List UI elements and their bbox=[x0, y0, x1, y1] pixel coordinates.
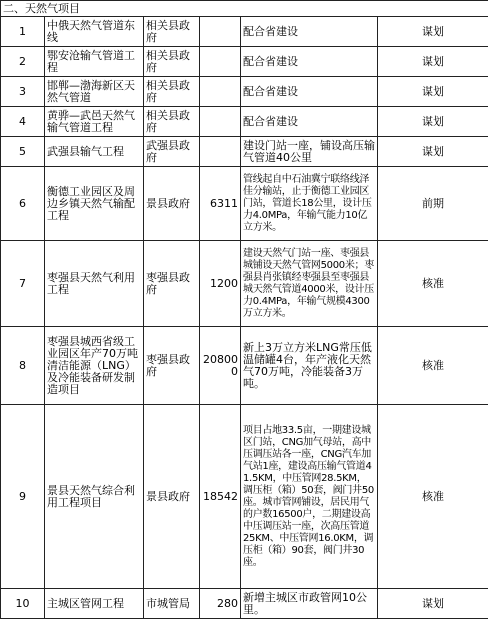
row-number: 6 bbox=[1, 167, 45, 241]
construction-content: 配合省建设 bbox=[241, 17, 378, 47]
project-name: 景县天然气综合利用工程项目 bbox=[45, 405, 144, 589]
responsible-unit: 相关县政府 bbox=[144, 17, 200, 47]
construction-content: 管线起自中石油冀宁联络线泽佳分输站，止于衡德工业园区门站，管道长18公里，设计压力4.0MPa，年输气能力10亿立方米。 bbox=[241, 167, 378, 241]
investment: 208000 bbox=[200, 327, 241, 405]
responsible-unit: 枣强县政府 bbox=[144, 327, 200, 405]
investment bbox=[200, 17, 241, 47]
project-name: 武强县输气工程 bbox=[45, 137, 144, 167]
table-row bbox=[1, 241, 488, 327]
investment bbox=[200, 137, 241, 167]
construction-content: 配合省建设 bbox=[241, 47, 378, 77]
construction-content: 配合省建设 bbox=[241, 107, 378, 137]
table-row bbox=[1, 107, 488, 137]
construction-content: 项目占地33.5亩，一期建设城区门站，CNG加气母站，高中压调压站各一座，CNG汽车加气站1座，建设高压输气管道41.5KM，中压管网28.5KM，调压柜（箱）50套，阀门井50座。城市管网铺设，居民用气的户数16500户，二期建设高中压调压站一座，次高压管道25KM、中压管网16.0KM，调压柜（箱）90套，阀门井30座。 bbox=[241, 405, 378, 589]
responsible-unit: 相关县政府 bbox=[144, 47, 200, 77]
table-row bbox=[1, 77, 488, 107]
row-number: 9 bbox=[1, 405, 45, 589]
row-number: 3 bbox=[1, 77, 45, 107]
investment bbox=[200, 47, 241, 77]
construction-content: 新增主城区市政管网10公里。 bbox=[241, 589, 378, 619]
project-name: 邯郸—渤海新区天然气管道 bbox=[45, 77, 144, 107]
construction-content: 建设门站一座，铺设高压输气管道40公里 bbox=[241, 137, 378, 167]
project-name: 主城区管网工程 bbox=[45, 589, 144, 619]
responsible-unit: 景县政府 bbox=[144, 167, 200, 241]
project-status: 前期 bbox=[378, 167, 488, 241]
project-status: 核准 bbox=[378, 327, 488, 405]
row-number: 7 bbox=[1, 241, 45, 327]
construction-content: 建设天然气门站一座、枣强县城铺设天然气管网5000米；枣强县肖张镇经枣强县至枣强县城天然气管道4000米，设计压力0.4MPa，年输气规模4300万立方米。 bbox=[241, 241, 378, 327]
row-number: 4 bbox=[1, 107, 45, 137]
investment bbox=[200, 77, 241, 107]
row-number: 2 bbox=[1, 47, 45, 77]
project-status: 谋划 bbox=[378, 589, 488, 619]
row-number: 1 bbox=[1, 17, 45, 47]
project-name: 黄骅—武邑天然气输气管道工程 bbox=[45, 107, 144, 137]
table-row bbox=[1, 589, 488, 619]
table-row bbox=[1, 17, 488, 47]
project-status: 核准 bbox=[378, 241, 488, 327]
responsible-unit: 市城管局 bbox=[144, 589, 200, 619]
row-number: 10 bbox=[1, 589, 45, 619]
row-number: 5 bbox=[1, 137, 45, 167]
section-header-row bbox=[1, 1, 488, 17]
investment bbox=[200, 107, 241, 137]
table-row bbox=[1, 167, 488, 241]
project-status: 核准 bbox=[378, 405, 488, 589]
project-name: 鄂安沧输气管道工程 bbox=[45, 47, 144, 77]
project-status: 谋划 bbox=[378, 47, 488, 77]
project-name: 枣强县天然气利用工程 bbox=[45, 241, 144, 327]
investment: 280 bbox=[200, 589, 241, 619]
table-row bbox=[1, 47, 488, 77]
construction-content: 配合省建设 bbox=[241, 77, 378, 107]
construction-content: 新上3万立方米LNG常压低温储罐4台，年产液化天然气70万吨，冷能装备3万吨。 bbox=[241, 327, 378, 405]
project-name: 中俄天然气管道东线 bbox=[45, 17, 144, 47]
responsible-unit: 相关县政府 bbox=[144, 77, 200, 107]
project-status: 谋划 bbox=[378, 17, 488, 47]
investment: 6311 bbox=[200, 167, 241, 241]
investment: 1200 bbox=[200, 241, 241, 327]
section-title: 二、天然气项目 bbox=[1, 1, 488, 17]
table-row bbox=[1, 137, 488, 167]
row-number: 8 bbox=[1, 327, 45, 405]
project-name: 衡德工业园区及周边乡镇天然气输配工程 bbox=[45, 167, 144, 241]
project-status: 谋划 bbox=[378, 77, 488, 107]
project-status: 谋划 bbox=[378, 137, 488, 167]
responsible-unit: 景县政府 bbox=[144, 405, 200, 589]
project-status: 谋划 bbox=[378, 107, 488, 137]
investment: 18542 bbox=[200, 405, 241, 589]
table-row bbox=[1, 327, 488, 405]
responsible-unit: 枣强县政府 bbox=[144, 241, 200, 327]
project-name: 枣强县城西省级工业园区年产70万吨清洁能源（LNG）及冷能装备研发制造项目 bbox=[45, 327, 144, 405]
responsible-unit: 武强县政府 bbox=[144, 137, 200, 167]
table-row bbox=[1, 405, 488, 589]
responsible-unit: 相关县政府 bbox=[144, 107, 200, 137]
